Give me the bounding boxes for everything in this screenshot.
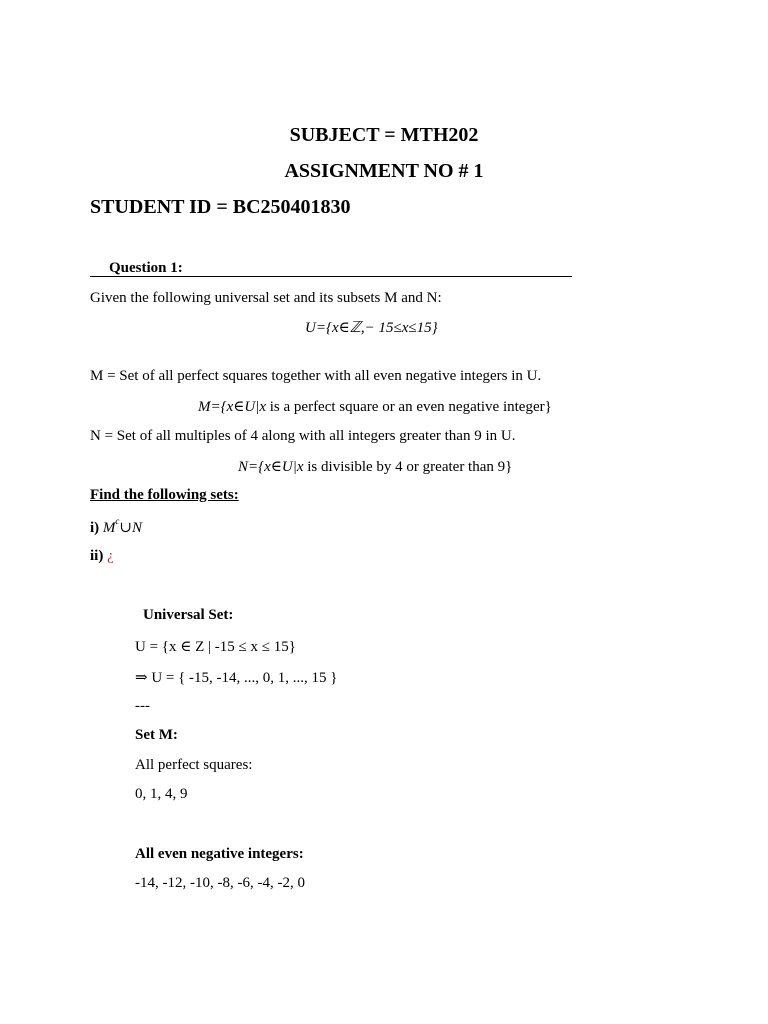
set-n-equation — [238, 457, 512, 476]
question-intro: Given the following universal set and its subsets M and N: — [90, 290, 442, 306]
set-m-equation-left: M={x∈U|x — [198, 399, 266, 415]
student-id-heading: STUDENT ID = BC250401830 — [90, 196, 351, 218]
item-1-expr-union: ∪N — [119, 520, 142, 536]
set-n-equation-left: N={x∈U|x — [238, 459, 304, 475]
even-negative-heading: All even negative integers: — [135, 846, 304, 862]
set-m-description: M = Set of all perfect squares together with all even negative integers in U. — [90, 368, 542, 384]
set-m-equation-right: is a perfect square or an even negative integer} — [266, 399, 552, 415]
question-label: Question 1: — [109, 260, 183, 276]
item-2 — [90, 548, 114, 565]
even-negative-values: -14, -12, -10, -8, -6, -4, -2, 0 — [135, 875, 305, 891]
item-1-complement-sup: c — [115, 516, 120, 526]
universal-set-line-2: ⇒ U = { -15, -14, ..., 0, 1, ..., 15 } — [135, 670, 338, 686]
perfect-squares-label: All perfect squares: — [135, 757, 253, 773]
separator-text: --- — [135, 698, 150, 714]
set-m-equation — [198, 397, 552, 416]
question-underline — [90, 276, 572, 277]
find-sets-heading: Find the following sets: — [90, 487, 239, 503]
perfect-squares-values: 0, 1, 4, 9 — [135, 786, 188, 802]
universal-set-line-1: U = {x ∈ Z | -15 ≤ x ≤ 15} — [135, 639, 296, 655]
assignment-heading: ASSIGNMENT NO # 1 — [284, 160, 484, 182]
item-1 — [90, 518, 142, 537]
item-1-label: i) — [90, 520, 100, 536]
set-n-equation-right: is divisible by 4 or greater than 9} — [303, 459, 513, 475]
item-2-expr: ¿ — [107, 548, 114, 564]
item-1-expr-m: M — [102, 520, 116, 536]
item-2-label: ii) — [90, 548, 104, 564]
universal-set-heading: Universal Set: — [143, 607, 234, 623]
universal-set-equation: U={x∈ℤ,− 15≤x≤15} — [305, 320, 438, 336]
set-n-description: N = Set of all multiples of 4 along with all integers greater than 9 in U. — [90, 428, 516, 444]
set-m-heading: Set M: — [135, 727, 178, 743]
subject-heading: SUBJECT = MTH202 — [289, 124, 479, 146]
